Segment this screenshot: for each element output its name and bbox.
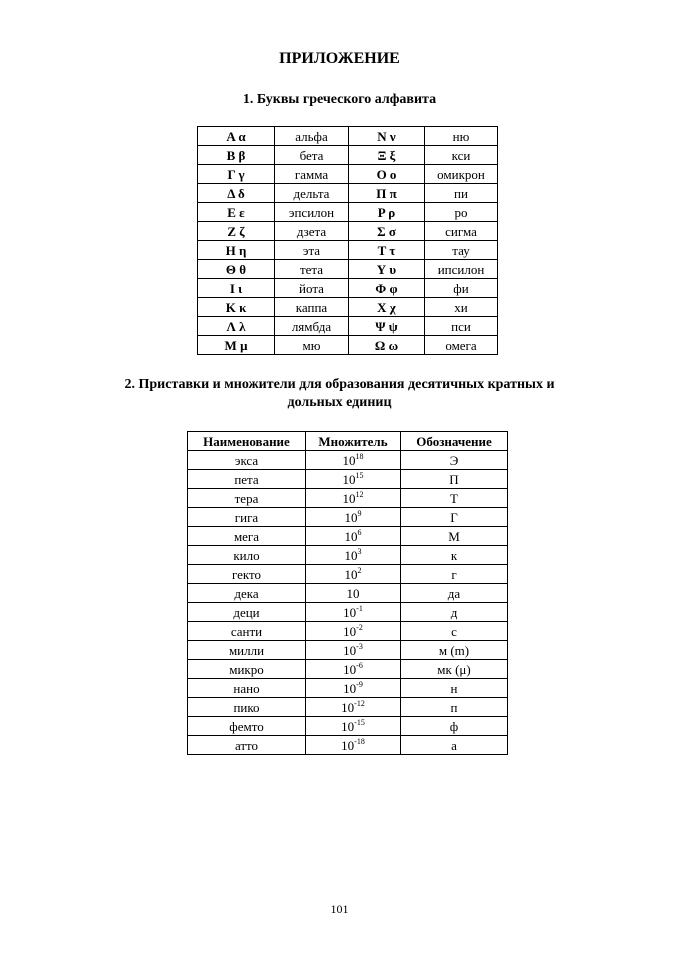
greek-letter-name: ро bbox=[425, 203, 498, 222]
greek-letter-name: бета bbox=[275, 146, 349, 165]
prefix-multiplier bbox=[306, 546, 401, 565]
table-row bbox=[198, 203, 498, 222]
table-row bbox=[198, 146, 498, 165]
greek-letter: Ψ ψ bbox=[349, 317, 425, 336]
section-heading-line: дольных единиц bbox=[287, 395, 392, 410]
multiplier-exponent: -15 bbox=[354, 717, 365, 727]
table-row bbox=[198, 260, 498, 279]
multiplier-base: 10 bbox=[346, 585, 360, 601]
multiplier-exponent: -3 bbox=[356, 641, 363, 651]
table-row bbox=[188, 641, 508, 660]
table-row bbox=[198, 241, 498, 260]
greek-letter: Τ τ bbox=[349, 241, 425, 260]
multiplier-exponent: 6 bbox=[357, 527, 362, 537]
greek-letter: Α α bbox=[198, 127, 275, 146]
table-row bbox=[188, 470, 508, 489]
prefix-name: дека bbox=[188, 584, 306, 603]
prefix-multiplier bbox=[306, 698, 401, 717]
multiplier-base: 10 bbox=[344, 547, 358, 563]
table-row bbox=[198, 127, 498, 146]
column-header: Наименование bbox=[188, 432, 306, 451]
table-row bbox=[188, 660, 508, 679]
multiplier-base: 10 bbox=[344, 566, 358, 582]
table-row bbox=[188, 584, 508, 603]
section-heading-line: 2. Приставки и множители для образования десятичных кратных и bbox=[124, 377, 555, 392]
greek-letter-name: хи bbox=[425, 298, 498, 317]
prefix-multiplier bbox=[306, 736, 401, 755]
column-header: Обозначение bbox=[401, 432, 508, 451]
greek-letter-name: альфа bbox=[275, 127, 349, 146]
prefix-symbol: н bbox=[401, 679, 508, 698]
table-row bbox=[188, 603, 508, 622]
greek-letter-name: пи bbox=[425, 184, 498, 203]
prefix-multiplier bbox=[306, 451, 401, 470]
multiplier-exponent: 12 bbox=[355, 489, 364, 499]
greek-letter-name: фи bbox=[425, 279, 498, 298]
table-row bbox=[198, 222, 498, 241]
greek-letter-name: дзета bbox=[275, 222, 349, 241]
prefix-name: атто bbox=[188, 736, 306, 755]
multiplier-exponent: 9 bbox=[357, 508, 362, 518]
greek-alphabet-table bbox=[197, 126, 498, 355]
greek-letter: Κ κ bbox=[198, 298, 275, 317]
greek-letter-name: гамма bbox=[275, 165, 349, 184]
prefix-multiplier bbox=[306, 622, 401, 641]
multiplier-exponent: 15 bbox=[355, 470, 364, 480]
greek-letter-name: пси bbox=[425, 317, 498, 336]
table-row bbox=[188, 622, 508, 641]
multiplier-exponent: -1 bbox=[356, 603, 363, 613]
greek-letter-name: лямбда bbox=[275, 317, 349, 336]
greek-letter-name: ипсилон bbox=[425, 260, 498, 279]
greek-letter: Υ υ bbox=[349, 260, 425, 279]
table-row bbox=[188, 565, 508, 584]
multiplier-base: 10 bbox=[344, 509, 358, 525]
prefix-name: экса bbox=[188, 451, 306, 470]
greek-letter: Ω ω bbox=[349, 336, 425, 355]
greek-letter-name: йота bbox=[275, 279, 349, 298]
prefix-symbol: да bbox=[401, 584, 508, 603]
section-heading-greek: 1. Буквы греческого алфавита bbox=[242, 92, 437, 107]
table-row bbox=[188, 698, 508, 717]
prefix-multiplier bbox=[306, 508, 401, 527]
prefix-multiplier bbox=[306, 565, 401, 584]
prefix-name: милли bbox=[188, 641, 306, 660]
prefix-symbol: п bbox=[401, 698, 508, 717]
prefix-name: гекто bbox=[188, 565, 306, 584]
greek-letter: Ο ο bbox=[349, 165, 425, 184]
prefix-name: деци bbox=[188, 603, 306, 622]
prefix-name: кило bbox=[188, 546, 306, 565]
prefix-symbol: м (m) bbox=[401, 641, 508, 660]
multiplier-exponent: -18 bbox=[354, 736, 365, 746]
prefix-multiplier bbox=[306, 717, 401, 736]
prefix-name: пета bbox=[188, 470, 306, 489]
greek-letter-name: омикрон bbox=[425, 165, 498, 184]
table-row bbox=[198, 279, 498, 298]
greek-letter-name: сигма bbox=[425, 222, 498, 241]
greek-letter: Γ γ bbox=[198, 165, 275, 184]
prefix-name: пико bbox=[188, 698, 306, 717]
prefix-multiplier bbox=[306, 527, 401, 546]
multiplier-base: 10 bbox=[343, 661, 357, 677]
greek-letter-name: эпсилон bbox=[275, 203, 349, 222]
prefix-symbol: Э bbox=[401, 451, 508, 470]
multiplier-exponent: -9 bbox=[356, 679, 363, 689]
prefix-name: гига bbox=[188, 508, 306, 527]
greek-letter: Σ σ bbox=[349, 222, 425, 241]
prefix-symbol: к bbox=[401, 546, 508, 565]
multiplier-base: 10 bbox=[341, 699, 355, 715]
greek-letter: Δ δ bbox=[198, 184, 275, 203]
multiplier-base: 10 bbox=[342, 490, 356, 506]
prefix-name: нано bbox=[188, 679, 306, 698]
multiplier-base: 10 bbox=[343, 623, 357, 639]
multiplier-base: 10 bbox=[341, 718, 355, 734]
multiplier-exponent: -2 bbox=[356, 622, 363, 632]
greek-letter: Χ χ bbox=[349, 298, 425, 317]
greek-letter: Ν ν bbox=[349, 127, 425, 146]
multiplier-base: 10 bbox=[342, 471, 356, 487]
prefix-name: санти bbox=[188, 622, 306, 641]
greek-letter: Ρ ρ bbox=[349, 203, 425, 222]
greek-letter-name: эта bbox=[275, 241, 349, 260]
greek-letter-name: тау bbox=[425, 241, 498, 260]
page-title: ПРИЛОЖЕНИЕ bbox=[279, 50, 400, 67]
column-header: Множитель bbox=[306, 432, 401, 451]
table-row bbox=[188, 736, 508, 755]
table-row bbox=[188, 546, 508, 565]
greek-letter: Ξ ξ bbox=[349, 146, 425, 165]
table-row bbox=[198, 317, 498, 336]
multiplier-base: 10 bbox=[343, 604, 357, 620]
prefix-symbol: Т bbox=[401, 489, 508, 508]
section-heading-prefixes bbox=[0, 376, 679, 412]
prefix-symbol: с bbox=[401, 622, 508, 641]
prefix-multiplier bbox=[306, 679, 401, 698]
prefix-table bbox=[187, 431, 508, 755]
table-row bbox=[188, 527, 508, 546]
greek-letter: Ι ι bbox=[198, 279, 275, 298]
greek-letter: Ε ε bbox=[198, 203, 275, 222]
prefix-symbol: П bbox=[401, 470, 508, 489]
prefix-symbol: Г bbox=[401, 508, 508, 527]
prefix-symbol: мк (μ) bbox=[401, 660, 508, 679]
page-number: 101 bbox=[330, 902, 349, 916]
prefix-name: мега bbox=[188, 527, 306, 546]
table-row bbox=[198, 298, 498, 317]
greek-letter-name: мю bbox=[275, 336, 349, 355]
multiplier-exponent: -6 bbox=[356, 660, 363, 670]
multiplier-base: 10 bbox=[342, 452, 356, 468]
greek-letter: Λ λ bbox=[198, 317, 275, 336]
greek-letter: Μ μ bbox=[198, 336, 275, 355]
prefix-name: микро bbox=[188, 660, 306, 679]
prefix-multiplier bbox=[306, 489, 401, 508]
table-row bbox=[188, 679, 508, 698]
greek-letter: Ζ ζ bbox=[198, 222, 275, 241]
greek-letter: Π π bbox=[349, 184, 425, 203]
prefix-symbol: г bbox=[401, 565, 508, 584]
prefix-name: тера bbox=[188, 489, 306, 508]
multiplier-base: 10 bbox=[344, 528, 358, 544]
greek-letter-name: кси bbox=[425, 146, 498, 165]
greek-letter-name: омега bbox=[425, 336, 498, 355]
prefix-symbol: д bbox=[401, 603, 508, 622]
prefix-multiplier bbox=[306, 584, 401, 603]
prefix-symbol: М bbox=[401, 527, 508, 546]
table-row bbox=[188, 451, 508, 470]
prefix-multiplier bbox=[306, 603, 401, 622]
table-row bbox=[198, 336, 498, 355]
multiplier-base: 10 bbox=[343, 642, 357, 658]
multiplier-exponent: 18 bbox=[355, 451, 364, 461]
table-row bbox=[188, 717, 508, 736]
greek-letter: Θ θ bbox=[198, 260, 275, 279]
table-header-row bbox=[188, 432, 508, 451]
table-row bbox=[188, 489, 508, 508]
greek-letter: Φ φ bbox=[349, 279, 425, 298]
multiplier-base: 10 bbox=[343, 680, 357, 696]
greek-letter-name: каппа bbox=[275, 298, 349, 317]
multiplier-exponent: 3 bbox=[357, 546, 362, 556]
table-row bbox=[198, 165, 498, 184]
greek-letter-name: ню bbox=[425, 127, 498, 146]
prefix-symbol: ф bbox=[401, 717, 508, 736]
table-row bbox=[188, 508, 508, 527]
prefix-name: фемто bbox=[188, 717, 306, 736]
multiplier-base: 10 bbox=[341, 737, 355, 753]
greek-letter: Η η bbox=[198, 241, 275, 260]
multiplier-exponent: 2 bbox=[357, 565, 362, 575]
prefix-symbol: а bbox=[401, 736, 508, 755]
greek-letter-name: дельта bbox=[275, 184, 349, 203]
greek-letter: Β β bbox=[198, 146, 275, 165]
multiplier-exponent: -12 bbox=[354, 698, 365, 708]
prefix-multiplier bbox=[306, 660, 401, 679]
prefix-multiplier bbox=[306, 641, 401, 660]
table-row bbox=[198, 184, 498, 203]
greek-letter-name: тета bbox=[275, 260, 349, 279]
prefix-multiplier bbox=[306, 470, 401, 489]
